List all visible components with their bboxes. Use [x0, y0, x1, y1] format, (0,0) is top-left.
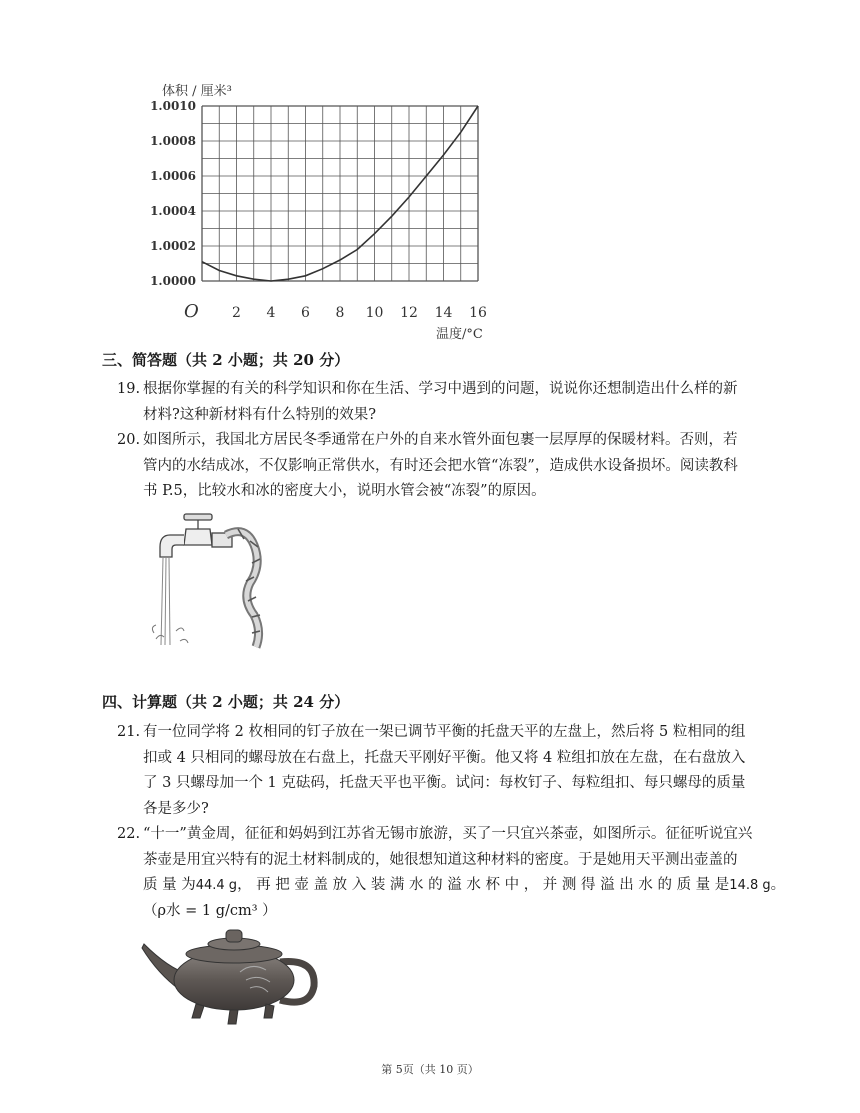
- chart-y-ticks: [150, 99, 196, 288]
- chart-y-tick-label: 1.0008: [150, 134, 196, 148]
- chart-x-tick-label: 8: [335, 305, 345, 321]
- mass-value-2: 14.8 g: [729, 878, 771, 893]
- chart-ylabel: 体积 / 厘米³: [162, 84, 232, 99]
- section3-heading: 三、简答题（共 2 小题；共 20 分）: [102, 351, 350, 369]
- section4-heading: 四、计算题（共 2 小题；共 24 分）: [102, 693, 350, 711]
- water-density: （ρ水 = 1 g/cm³ ）: [143, 902, 277, 919]
- chart-x-tick-label: 12: [400, 305, 418, 321]
- chart-grid: [202, 106, 478, 281]
- chart-x-tick-label: 2: [232, 305, 241, 321]
- question-20-text: 如图所示，我国北方居民冬季通常在户外的自来水管外面包裹一层厚厚的保暖材料。否则，若 管内的水结成冰，不仅影响正常供水，有时还会把水管“冻裂”，造成供水设备损坏。阅读教科 书 P.5，比较水和冰的密度大小，说明水管会被“冻裂”的原因。: [143, 432, 738, 499]
- chart-x-ticks: [232, 305, 487, 321]
- faucet-illustration: [146, 505, 271, 655]
- question-19-number: 19.: [117, 381, 141, 397]
- chart-origin-label: O: [184, 301, 199, 322]
- mass-value-1: 44.4 g: [195, 878, 238, 893]
- chart-y-tick-label: 1.0004: [150, 204, 196, 218]
- chart-y-tick-label: 1.0006: [150, 169, 196, 183]
- question-21-text: 有一位同学将 2 枚相同的钉子放在一架已调节平衡的托盘天平的左盘上，然后将 5 粒相同的组 扣或 4 只相同的螺母放在右盘上，托盘天平刚好平衡。他又将 4 粒组扣放在左盘，在右盘放入 了 3 只螺母加一个 1 克砝码，托盘天平也平衡。试问：每枚钉子、每粒组扣、每只螺母的质量 各是多少?: [143, 724, 746, 817]
- teapot-illustration: [140, 922, 320, 1032]
- question-22-number: 22.: [117, 826, 141, 842]
- chart-x-tick-label: 4: [266, 305, 276, 321]
- chart-y-tick-label: 1.0000: [150, 274, 196, 288]
- question-22-line3: 质 量 为 44.4 g ， 再 把 壶 盖 放 入 装 满 水 的 溢 水 杯 中 ， 并 测 得 溢 出 水 的 质 量 是 14.8 g 。: [143, 873, 763, 899]
- chart-x-tick-label: 16: [469, 305, 487, 321]
- question-21-number: 21.: [117, 724, 141, 740]
- volume-temperature-chart: [140, 78, 510, 348]
- chart-x-tick-label: 14: [434, 305, 453, 321]
- chart-x-tick-label: 6: [301, 305, 310, 321]
- chart-x-tick-label: 10: [365, 305, 384, 321]
- question-19-text: 根据你掌握的有关的科学知识和你在生活、学习中遇到的问题，说说你还想制造出什么样的新 材料?这种新材料有什么特别的效果?: [143, 381, 738, 423]
- question-22-text: “十一”黄金周，征征和妈妈到江苏省无锡市旅游，买了一只宜兴茶壶，如图所示。征征听说宜兴 茶壶是用宜兴特有的泥土材料制成的，她很想知道这种材料的密度。于是她用天平测出壶盖的 质 量 为 44.4 g ， 再 把 壶 盖 放 入 装 满 水 的 溢 水 杯 中 ， 并 测 得 溢 出 水 的 质 量 是 14.8 g 。 （ρ水 = 1 g/cm³ ）: [143, 822, 763, 924]
- chart-y-tick-label: 1.0002: [150, 239, 196, 253]
- question-20-number: 20.: [117, 432, 141, 448]
- chart-y-tick-label: 1.0010: [150, 99, 196, 113]
- page-footer: 第 5页（共 10 页）: [381, 1063, 479, 1076]
- chart-xlabel: 温度/°C: [436, 327, 483, 342]
